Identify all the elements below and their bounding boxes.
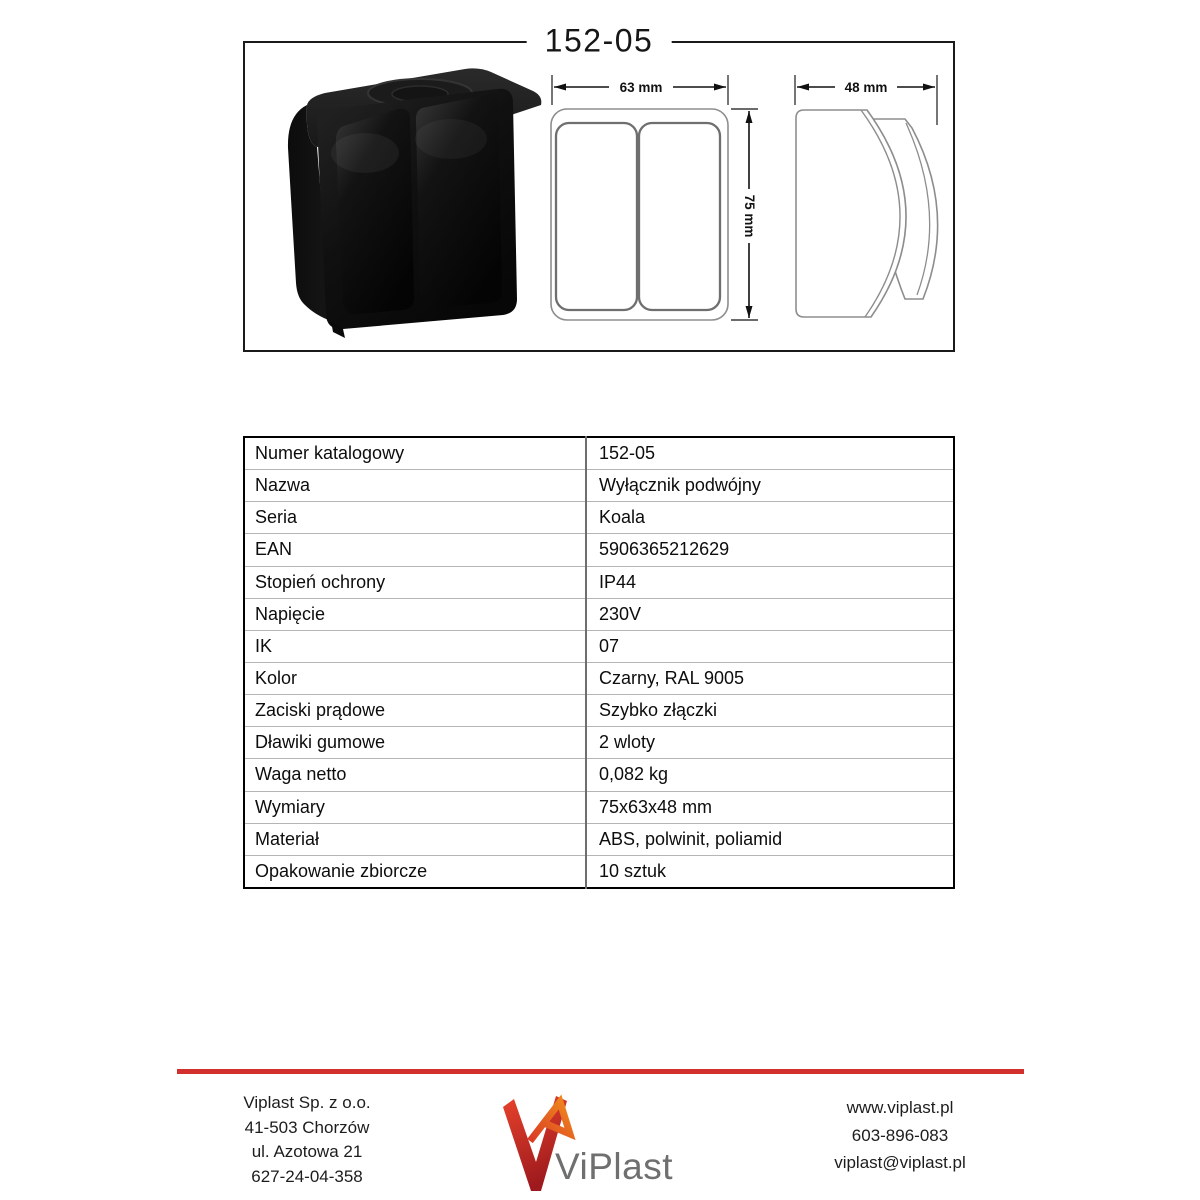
row-label: Seria <box>244 502 586 534</box>
row-value: 2 wloty <box>586 727 954 759</box>
table-row <box>244 727 954 759</box>
row-value: 10 sztuk <box>586 855 954 888</box>
row-value: Koala <box>586 502 954 534</box>
table-row <box>244 437 954 470</box>
viplast-logo-text: ViPlast <box>555 1146 673 1187</box>
front-view <box>551 109 728 320</box>
row-label: EAN <box>244 534 586 566</box>
table-row <box>244 695 954 727</box>
page-title: 152-05 <box>527 23 672 60</box>
height-dimension-label: 75 mm <box>742 194 757 238</box>
contact-email: viplast@viplast.pl <box>834 1153 966 1172</box>
company-address <box>218 1091 396 1189</box>
row-label: Opakowanie zbiorcze <box>244 855 586 888</box>
height-dimension <box>731 109 758 320</box>
row-label: Waga netto <box>244 759 586 791</box>
row-value: 0,082 kg <box>586 759 954 791</box>
table-row <box>244 855 954 888</box>
sheen <box>331 133 399 173</box>
row-value: 230V <box>586 598 954 630</box>
row-label: Zaciski prądowe <box>244 695 586 727</box>
row-value: IP44 <box>586 566 954 598</box>
side-view <box>796 110 938 317</box>
table-row <box>244 598 954 630</box>
depth-dimension-label: 48 mm <box>844 80 888 95</box>
row-label: Nazwa <box>244 470 586 502</box>
contact-info <box>810 1094 990 1177</box>
product-frame <box>243 22 955 352</box>
table-row <box>244 759 954 791</box>
table-row <box>244 823 954 855</box>
row-value: Czarny, RAL 9005 <box>586 662 954 694</box>
row-label: Materiał <box>244 823 586 855</box>
row-label: Napięcie <box>244 598 586 630</box>
table-row <box>244 470 954 502</box>
table-row <box>244 502 954 534</box>
sheen <box>415 119 487 159</box>
row-value: 75x63x48 mm <box>586 791 954 823</box>
table-row <box>244 662 954 694</box>
row-label: Kolor <box>244 662 586 694</box>
row-value: 07 <box>586 630 954 662</box>
row-value: Wyłącznik podwójny <box>586 470 954 502</box>
address-line: ul. Azotowa 21 <box>251 1142 363 1161</box>
table-row <box>244 791 954 823</box>
address-line: Viplast Sp. z o.o. <box>243 1093 371 1112</box>
footer-accent-rule <box>177 1069 1024 1074</box>
row-label: Stopień ochrony <box>244 566 586 598</box>
table-row <box>244 630 954 662</box>
contact-website: www.viplast.pl <box>846 1098 954 1117</box>
row-label: Dławiki gumowe <box>244 727 586 759</box>
contact-phone: 603-896-083 <box>851 1125 949 1145</box>
address-line: 41-503 Chorzów <box>244 1117 370 1137</box>
product-photo <box>255 53 547 340</box>
width-dimension <box>552 75 728 105</box>
table-row <box>244 534 954 566</box>
address-line: 627-24-04-358 <box>251 1166 363 1186</box>
row-value: ABS, polwinit, poliamid <box>586 823 954 855</box>
row-value: 152-05 <box>599 443 656 464</box>
width-dimension-label: 63 mm <box>619 80 663 95</box>
row-label: Numer katalogowy <box>244 437 586 470</box>
row-label: Wymiary <box>244 791 586 823</box>
spec-table <box>243 436 955 889</box>
row-label: IK <box>244 630 586 662</box>
dimension-drawing <box>545 43 951 346</box>
row-value: Szybko złączki <box>586 695 954 727</box>
row-value: 5906365212629 <box>586 534 954 566</box>
table-row <box>244 566 954 598</box>
